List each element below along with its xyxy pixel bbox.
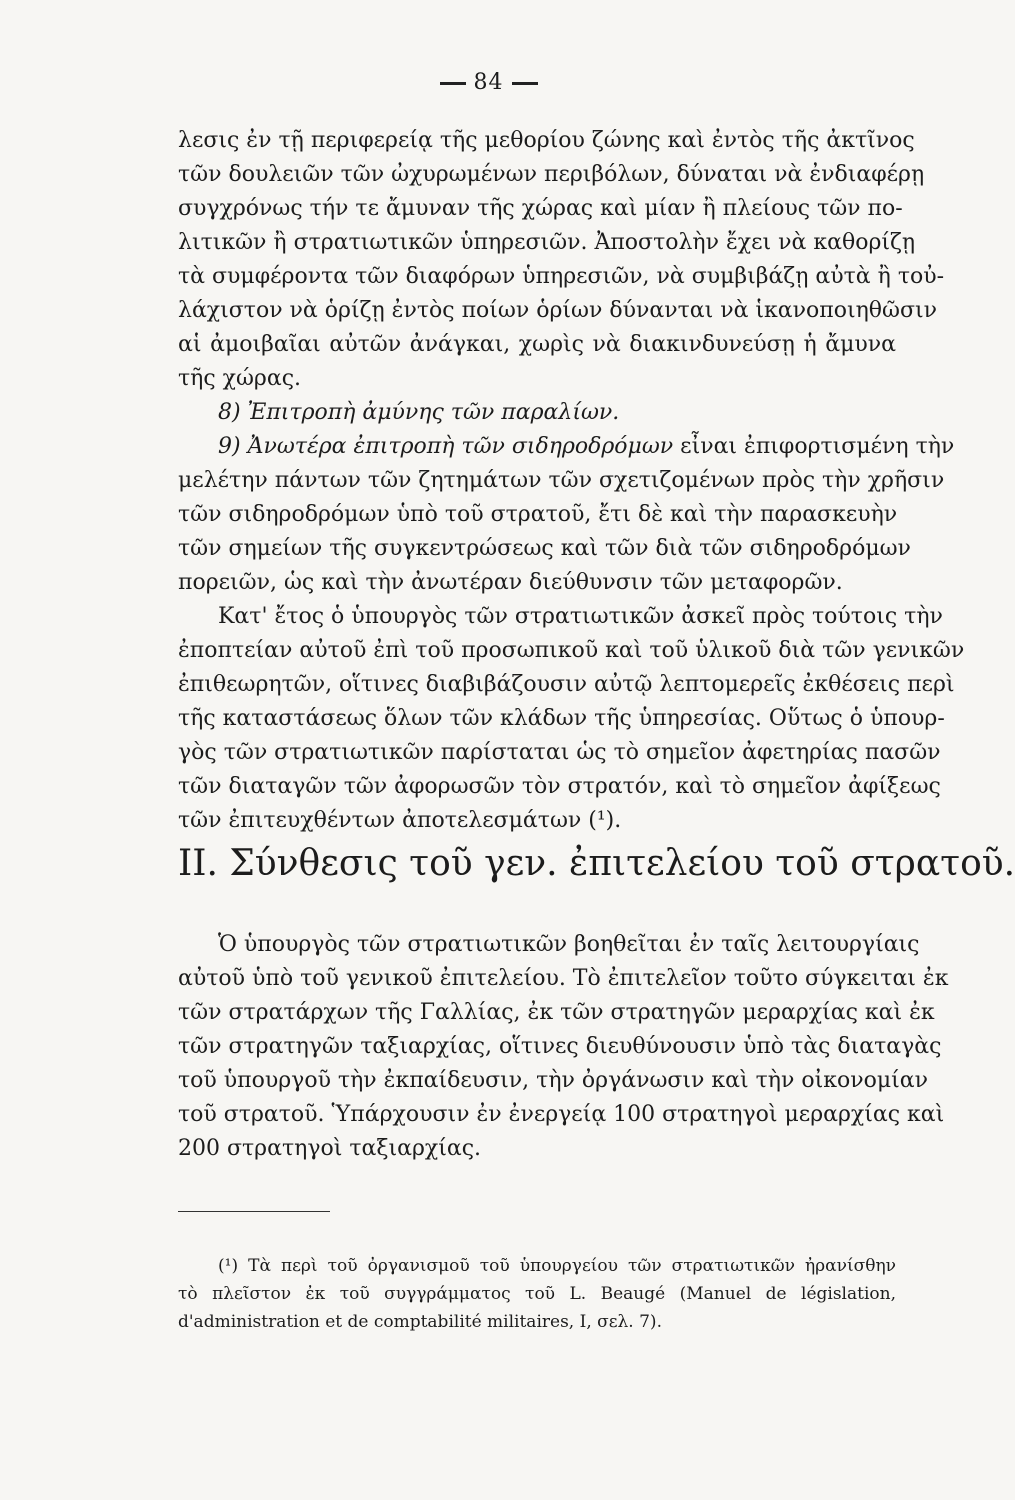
text-line: ἐποπτείαν αὐτοῦ ἐπὶ τοῦ προσωπικοῦ καὶ τοῦ ὑλικοῦ διὰ τῶν γενικῶν <box>178 638 965 663</box>
text-line: 200 στρατηγοὶ ταξιαρχίας. <box>178 1136 482 1161</box>
section-title: II. Σύνθεσις τοῦ γεν. ἐπιτελείου τοῦ στρατοῦ. <box>178 843 1015 884</box>
text-line: τῆς χώρας. <box>178 366 302 391</box>
footnote-rule <box>178 1211 330 1212</box>
text-line: τῶν δουλειῶν τῶν ὠχυρωμένων περιβόλων, δύναται νὰ ἐνδιαφέρῃ <box>178 162 925 187</box>
body-text-bottom <box>178 928 949 1166</box>
footnote-line: (¹) Τὰ περὶ τοῦ ὀργανισμοῦ τοῦ ὑπουργείου τῶν στρατιωτικῶν ἠρανίσθην <box>218 1256 896 1276</box>
text-line: αἱ ἀμοιβαῖαι αὐτῶν ἀνάγκαι, χωρὶς νὰ διακινδυνεύσῃ ἡ ἄμυνα <box>178 332 896 357</box>
text-line: τοῦ ὑπουργοῦ τὴν ἐκπαίδευσιν, τὴν ὀργάνωσιν καὶ τὴν οἰκονομίαν <box>178 1068 928 1093</box>
text-line: τῶν σιδηροδρόμων ὑπὸ τοῦ στρατοῦ, ἔτι δὲ καὶ τὴν παρασκευὴν <box>178 502 898 527</box>
text-line: αὐτοῦ ὑπὸ τοῦ γενικοῦ ἐπιτελείου. Τὸ ἐπιτελεῖον τοῦτο σύγκειται ἐκ <box>178 966 949 991</box>
text-line: λεσις ἐν τῇ περιφερείᾳ τῆς μεθορίου ζώνης καὶ ἐντὸς τῆς ἀκτῖνος <box>178 128 915 153</box>
text-line: τῶν ἐπιτευχθέντων ἀποτελεσμάτων (¹). <box>178 808 622 833</box>
text-line: τοῦ στρατοῦ. Ὑπάρχουσιν ἐν ἐνεργείᾳ 100 στρατηγοὶ μεραρχίας καὶ <box>178 1102 945 1127</box>
text-line: τῶν σημείων τῆς συγκεντρώσεως καὶ τῶν διὰ τῶν σιδηροδρόμων <box>178 536 911 561</box>
dash-left <box>440 82 466 85</box>
text-line: γὸς τῶν στρατιωτικῶν παρίσταται ὡς τὸ σημεῖον ἀφετηρίας πασῶν <box>178 740 941 765</box>
item-9-label: 9) Ἀνωτέρα ἐπιτροπὴ τῶν σιδηροδρόμων <box>218 434 674 459</box>
footnote-line: τὸ πλεῖστον ἐκ τοῦ συγγράμματος τοῦ L. Beaugé (Manuel de législation, <box>178 1284 896 1304</box>
text-line: Ὁ ὑπουργὸς τῶν στρατιωτικῶν βοηθεῖται ἐν ταῖς λειτουργίαις <box>218 932 920 957</box>
page-number: 84 <box>0 70 977 95</box>
footnote-line: d'administration et de comptabilité militaires, I, σελ. 7). <box>178 1312 662 1332</box>
text-line: πορειῶν, ὡς καὶ τὴν ἀνωτέραν διεύθυνσιν τῶν μεταφορῶν. <box>178 570 843 595</box>
text-line: Κατ' ἔτος ὁ ὑπουργὸς τῶν στρατιωτικῶν ἀσκεῖ πρὸς τούτοις τὴν <box>218 604 943 629</box>
text-line: λάχιστον νὰ ὁρίζῃ ἐντὸς ποίων ὁρίων δύνανται νὰ ἱκανοποιηθῶσιν <box>178 298 937 323</box>
item-8-text: 8) Ἐπιτροπὴ ἀμύνης τῶν παραλίων. <box>218 400 620 425</box>
text-line: ἐπιθεωρητῶν, οἵτινες διαβιβάζουσιν αὐτῷ λεπτομερεῖς ἐκθέσεις περὶ <box>178 672 955 697</box>
text-line: τῆς καταστάσεως ὅλων τῶν κλάδων τῆς ὑπηρεσίας. Οὕτως ὁ ὑπουρ- <box>178 706 945 731</box>
text-line: λιτικῶν ἢ στρατιωτικῶν ὑπηρεσιῶν. Ἀποστολὴν ἔχει νὰ καθορίζῃ <box>178 230 916 255</box>
text-line: τῶν στρατάρχων τῆς Γαλλίας, ἐκ τῶν στρατηγῶν μεραρχίας καὶ ἐκ <box>178 1000 935 1025</box>
item-9-rest: εἶναι ἐπιφορτισμένη τὴν <box>673 434 955 459</box>
text-line: τῶν στρατηγῶν ταξιαρχίας, οἵτινες διευθύνουσιν ὑπὸ τὰς διαταγὰς <box>178 1034 942 1059</box>
footnote <box>178 1252 896 1336</box>
text-line: μελέτην πάντων τῶν ζητημάτων τῶν σχετιζομένων πρὸς τὴν χρῆσιν <box>178 468 945 493</box>
text-line: συγχρόνως τήν τε ἄμυναν τῆς χώρας καὶ μίαν ἢ πλείους τῶν πο- <box>178 196 903 221</box>
item-9 <box>178 430 955 464</box>
dash-right <box>512 82 538 85</box>
body-text-top <box>178 124 965 838</box>
text-line: τὰ συμφέροντα τῶν διαφόρων ὑπηρεσιῶν, νὰ συμβιβάζῃ αὐτὰ ἢ τοὐ- <box>178 264 945 289</box>
item-8 <box>178 396 896 430</box>
footnote-reference: (¹). <box>588 808 622 833</box>
text-line: τῶν διαταγῶν τῶν ἀφορωσῶν τὸν στρατόν, καὶ τὸ σημεῖον ἀφίξεως <box>178 774 941 799</box>
